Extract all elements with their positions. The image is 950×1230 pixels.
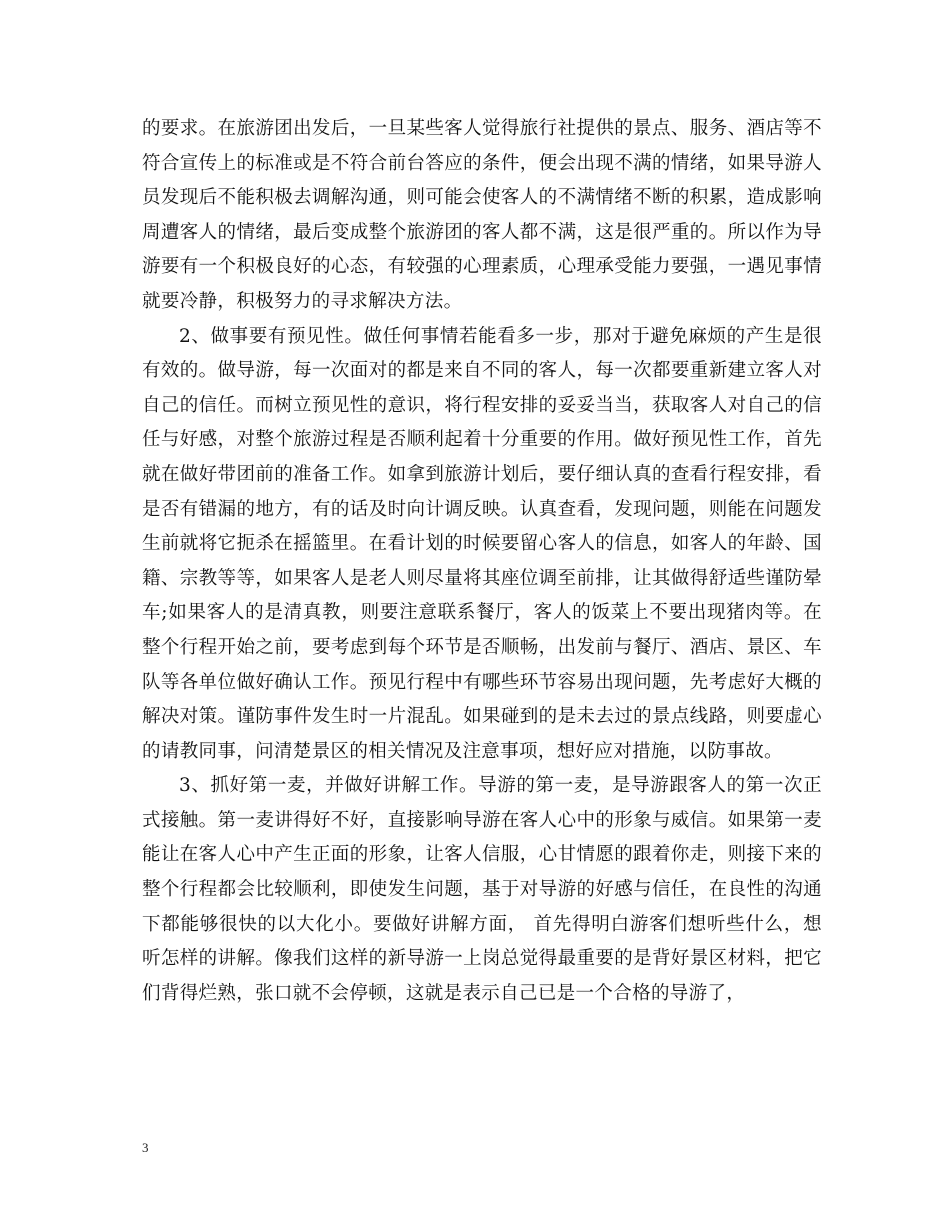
paragraph-foresight: 2、做事要有预见性。做任何事情若能看多一步，那对于避免麻烦的产生是很有效的。做导游，每一次面对的都是来自不同的客人，每一次都要重新建立客人对自己的信任。而树立预见性的意识，将行程安排的妥妥当当，获取客人对自己的信任与好感，对整个旅游过程是否顺利起着十分重要的作用。做好预见性工作，首先就在做好带团前的准备工作。如拿到旅游计划后，要仔细认真的查看行程安排，看是否有错漏的地方，有的话及时向计调反映。认真查看，发现问题，则能在问题发生前就将它扼杀在摇篮里。在看计划的时候要留心客人的信息，如客人的年龄、国籍、宗教等等，如果客人是老人则尽量将其座位调至前排，让其做得舒适些谨防晕车;如果客人的是清真教，则要注意联系餐厅，客人的饭菜上不要出现猪肉等。在整个行程开始之前，要考虑到每个环节是否顺畅，出发前与餐厅、酒店、景区、车队等各单位做好确认工作。预见行程中有哪些环节容易出现问题，先考虑好大概的解决对策。谨防事件发生时一片混乱。如果碰到的是未去过的景点线路，则要虚心的请教同事，问清楚景区的相关情况及注意事项，想好应对措施，以防事故。: [142, 325, 822, 762]
paragraph-first-speech: 3、抓好第一麦，并做好讲解工作。导游的第一麦，是导游跟客人的第一次正式接触。第一麦讲得好不好，直接影响导游在客人心中的形象与威信。如果第一麦能让在客人心中产生正面的形象，让客人信服，心甘情愿的跟着你走，则接下来的整个行程都会比较顺利，即使发生问题，基于对导游的好感与信任，在良性的沟通下都能够很快的以大化小。要做好讲解方面， 首先得明白游客们想听些什么，想听怎样的讲解。像我们这样的新导游一上岗总觉得最重要的是背好景区材料，把它们背得烂熟，张口就不会停顿，这就是表示自己已是一个合格的导游了，: [142, 775, 822, 1004]
document-body: [142, 112, 822, 1011]
paragraph-continuation: 的要求。在旅游团出发后，一旦某些客人觉得旅行社提供的景点、服务、酒店等不符合宣传上的标准或是不符合前台答应的条件，便会出现不满的情绪，如果导游人员发现后不能积极去调解沟通，则可能会使客人的不满情绪不断的积累，造成影响周遭客人的情绪，最后变成整个旅游团的客人都不满，这是很严重的。所以作为导游要有一个积极良好的心态，有较强的心理素质，心理承受能力要强，一遇见事情就要冷静，积极努力的寻求解决方法。: [142, 118, 822, 312]
page-number: 3: [142, 1140, 149, 1155]
